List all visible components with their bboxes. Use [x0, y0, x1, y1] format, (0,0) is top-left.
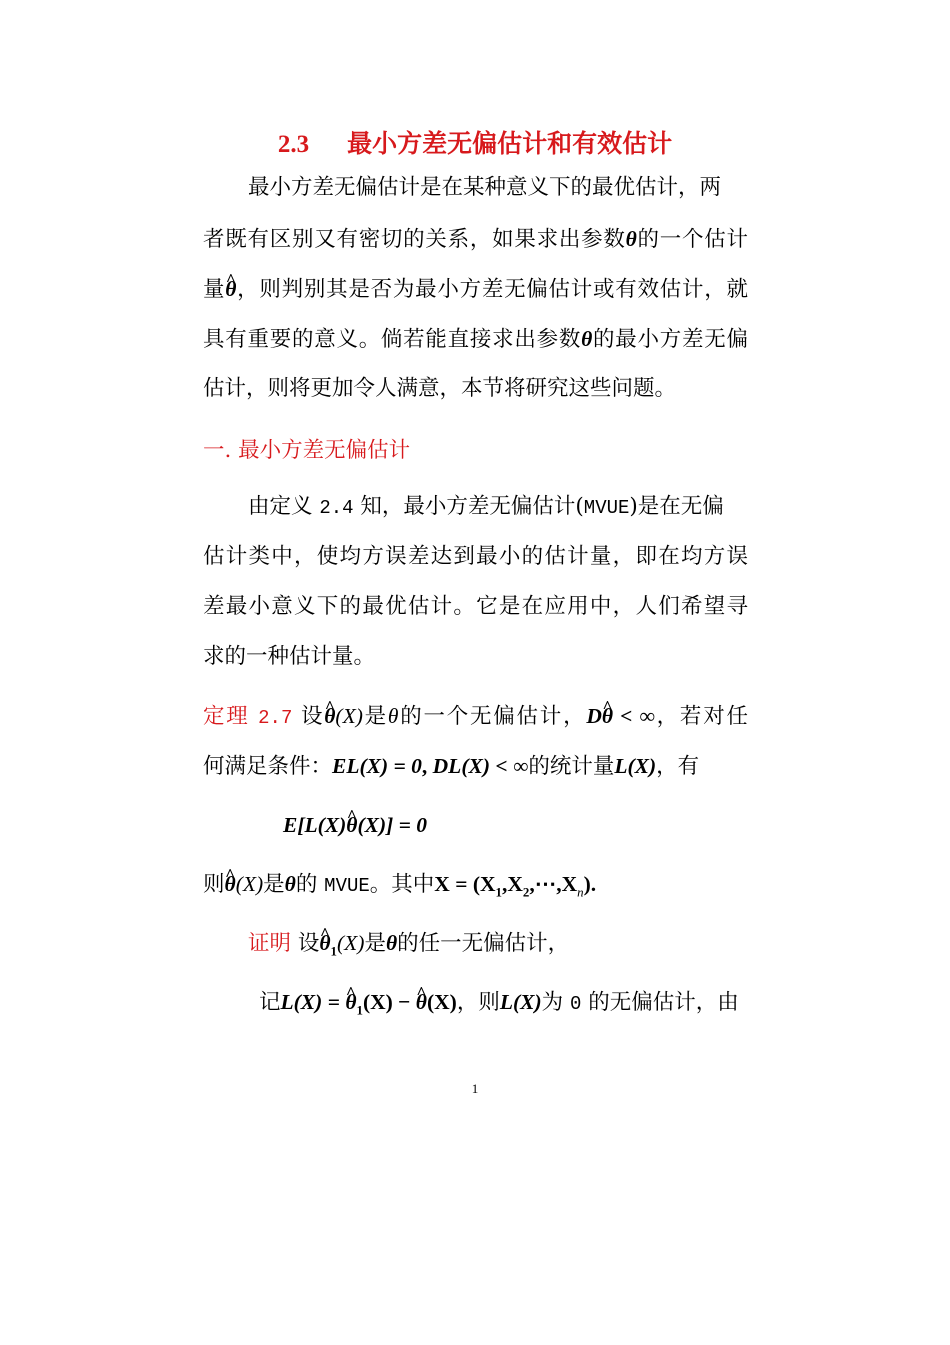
proof-line-1: 证明 设^ $\theta_1(X)$是θ的任一无偏估计， [248, 928, 793, 966]
section-number: 2.3 [277, 131, 310, 158]
def-line-3: 差最小意义下的最优估计。它是在应用中，人们希望寻 [203, 594, 748, 619]
theorem-label: 定理 2.7 [203, 704, 293, 729]
theorem-line-1: 定理 2.7 设^ θ(X)是θ的一个无偏估计，D^ θ < ∞，若对任 [203, 701, 748, 733]
proof-line-2: 记L(X) = ^ $\theta_1(X)$ − ^ θ(X)，则L(X)为 0 的无偏估计，由 [259, 987, 748, 1025]
subsection-heading: 一. 最小方差无偏估计 [203, 438, 411, 463]
def-line-4: 求的一种估计量。 [203, 644, 376, 669]
def-line-2: 估计类中，使均方误差达到最小的估计量，即在均方误 [203, 544, 748, 569]
theorem-formula: E[L(X)^ θ(X)] = 0 [283, 810, 828, 841]
theorem-line-4: 则^ θ(X)是θ的 MVUE。其中$X = (X_1,X_2,\cdots,X_n)$. [203, 869, 748, 907]
theorem-line-2: 何满足条件：EL(X) = 0, DL(X) < ∞的统计量L(X)，有 [203, 754, 700, 779]
intro-line-4: 具有重要的意义。倘若能直接求出参数θ的最小方差无偏 [203, 327, 748, 352]
def-line-1: 由定义 2.4 知，最小方差无偏估计(MVUE)是在无偏 [248, 494, 724, 519]
intro-line-1: 最小方差无偏估计是在某种意义下的最优估计，两 [248, 175, 722, 200]
intro-line-5: 估计，则将更加令人满意，本节将研究这些问题。 [203, 376, 677, 401]
intro-line-2: 者既有区别又有密切的关系，如果求出参数θ的一个估计 [203, 227, 748, 252]
proof-label: 证明 [248, 931, 292, 956]
section-title [0, 124, 950, 160]
page-number: 1 [471, 1081, 479, 1096]
theta-hat-symbol: ^ θ [225, 274, 236, 304]
intro-line-3: 量^ θ，则判别其是否为最小方差无偏估计或有效估计，就 [203, 274, 748, 305]
section-title-text: 最小方差无偏估计和有效估计 [347, 129, 673, 158]
